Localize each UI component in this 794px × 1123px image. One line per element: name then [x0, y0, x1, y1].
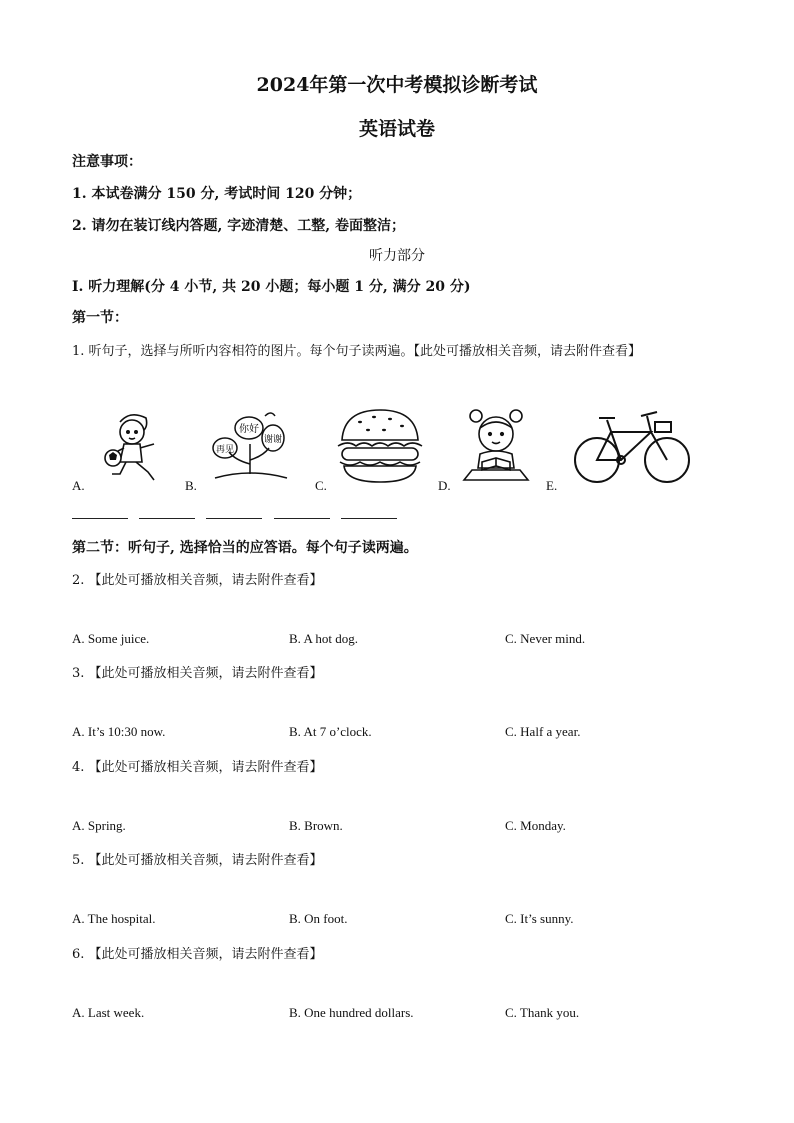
question-2-stem: 2. 【此处可播放相关音频，请去附件查看】 — [72, 573, 323, 588]
question-1: 1. 听句子，选择与所听内容相符的图片。每个句子读两遍。【此处可播放相关音频，请去附件查看】 — [72, 344, 642, 359]
question-3-option-a[interactable]: A. It’s 10:30 now. — [72, 724, 166, 739]
girl-reading-icon — [458, 404, 534, 484]
pic-label-a: A. — [72, 478, 85, 493]
note-item-1: 1. 本试卷满分 150 分, 考试时间 120 分钟； — [72, 186, 362, 202]
question-5-option-b[interactable]: B. On foot. — [289, 911, 348, 926]
answer-blank-2[interactable] — [139, 518, 195, 519]
question-6-option-c[interactable]: C. Thank you. — [505, 1005, 580, 1020]
question-5-stem: 5. 【此处可播放相关音频，请去附件查看】 — [72, 853, 323, 868]
question-4-option-c[interactable]: C. Monday. — [505, 818, 566, 833]
question-3-option-b[interactable]: B. At 7 o’clock. — [289, 724, 372, 739]
boy-soccer-icon — [98, 408, 170, 488]
question-4-option-a[interactable]: A. Spring. — [72, 818, 126, 833]
bicycle-icon — [571, 406, 693, 486]
hamburger-icon — [334, 406, 426, 486]
pic-label-e: E. — [546, 478, 558, 493]
exam-subtitle: 英语试卷 — [358, 118, 435, 140]
notes-heading: 注意事项： — [72, 154, 142, 170]
question-4-stem: 4. 【此处可播放相关音频，请去附件查看】 — [72, 760, 323, 775]
note-item-2: 2. 请勿在装订线内答题, 字迹清楚、工整, 卷面整洁； — [72, 218, 405, 234]
speech-flowers-icon — [205, 406, 295, 482]
question-5-option-c[interactable]: C. It’s sunny. — [505, 911, 574, 926]
question-4-option-b[interactable]: B. Brown. — [289, 818, 343, 833]
question-3-stem: 3. 【此处可播放相关音频，请去附件查看】 — [72, 666, 323, 681]
answer-blank-4[interactable] — [274, 518, 330, 519]
question-2-option-c[interactable]: C. Never mind. — [505, 631, 586, 646]
part2-heading: 第二节：听句子, 选择恰当的应答语。每个句子读两遍。 — [72, 540, 418, 556]
answer-blank-1[interactable] — [72, 518, 128, 519]
pic-label-b: B. — [185, 478, 197, 493]
part1-heading: 第一节： — [72, 310, 128, 326]
question-3-option-c[interactable]: C. Half a year. — [505, 724, 581, 739]
answer-blank-3[interactable] — [206, 518, 262, 519]
bubble-text-3: 谢谢 — [263, 435, 283, 445]
question-6-option-b[interactable]: B. One hundred dollars. — [289, 1005, 414, 1020]
pic-label-c: C. — [315, 478, 327, 493]
answer-blank-5[interactable] — [341, 518, 397, 519]
question-5-option-a[interactable]: A. The hospital. — [72, 911, 156, 926]
section-title: I. 听力理解(分 4 小节, 共 20 小题；每小题 1 分, 满分 20 分) — [72, 279, 471, 295]
exam-title: 2024年第一次中考模拟诊断考试 — [256, 74, 538, 96]
question-2-option-a[interactable]: A. Some juice. — [72, 631, 150, 646]
question-6-option-a[interactable]: A. Last week. — [72, 1005, 145, 1020]
bubble-text-2: 你好 — [239, 424, 259, 435]
question-6-stem: 6. 【此处可播放相关音频，请去附件查看】 — [72, 947, 323, 962]
listening-part-title: 听力部分 — [369, 248, 425, 264]
bubble-text-1: 再见 — [215, 445, 235, 455]
pic-label-d: D. — [438, 478, 451, 493]
question-2-option-b[interactable]: B. A hot dog. — [289, 631, 358, 646]
